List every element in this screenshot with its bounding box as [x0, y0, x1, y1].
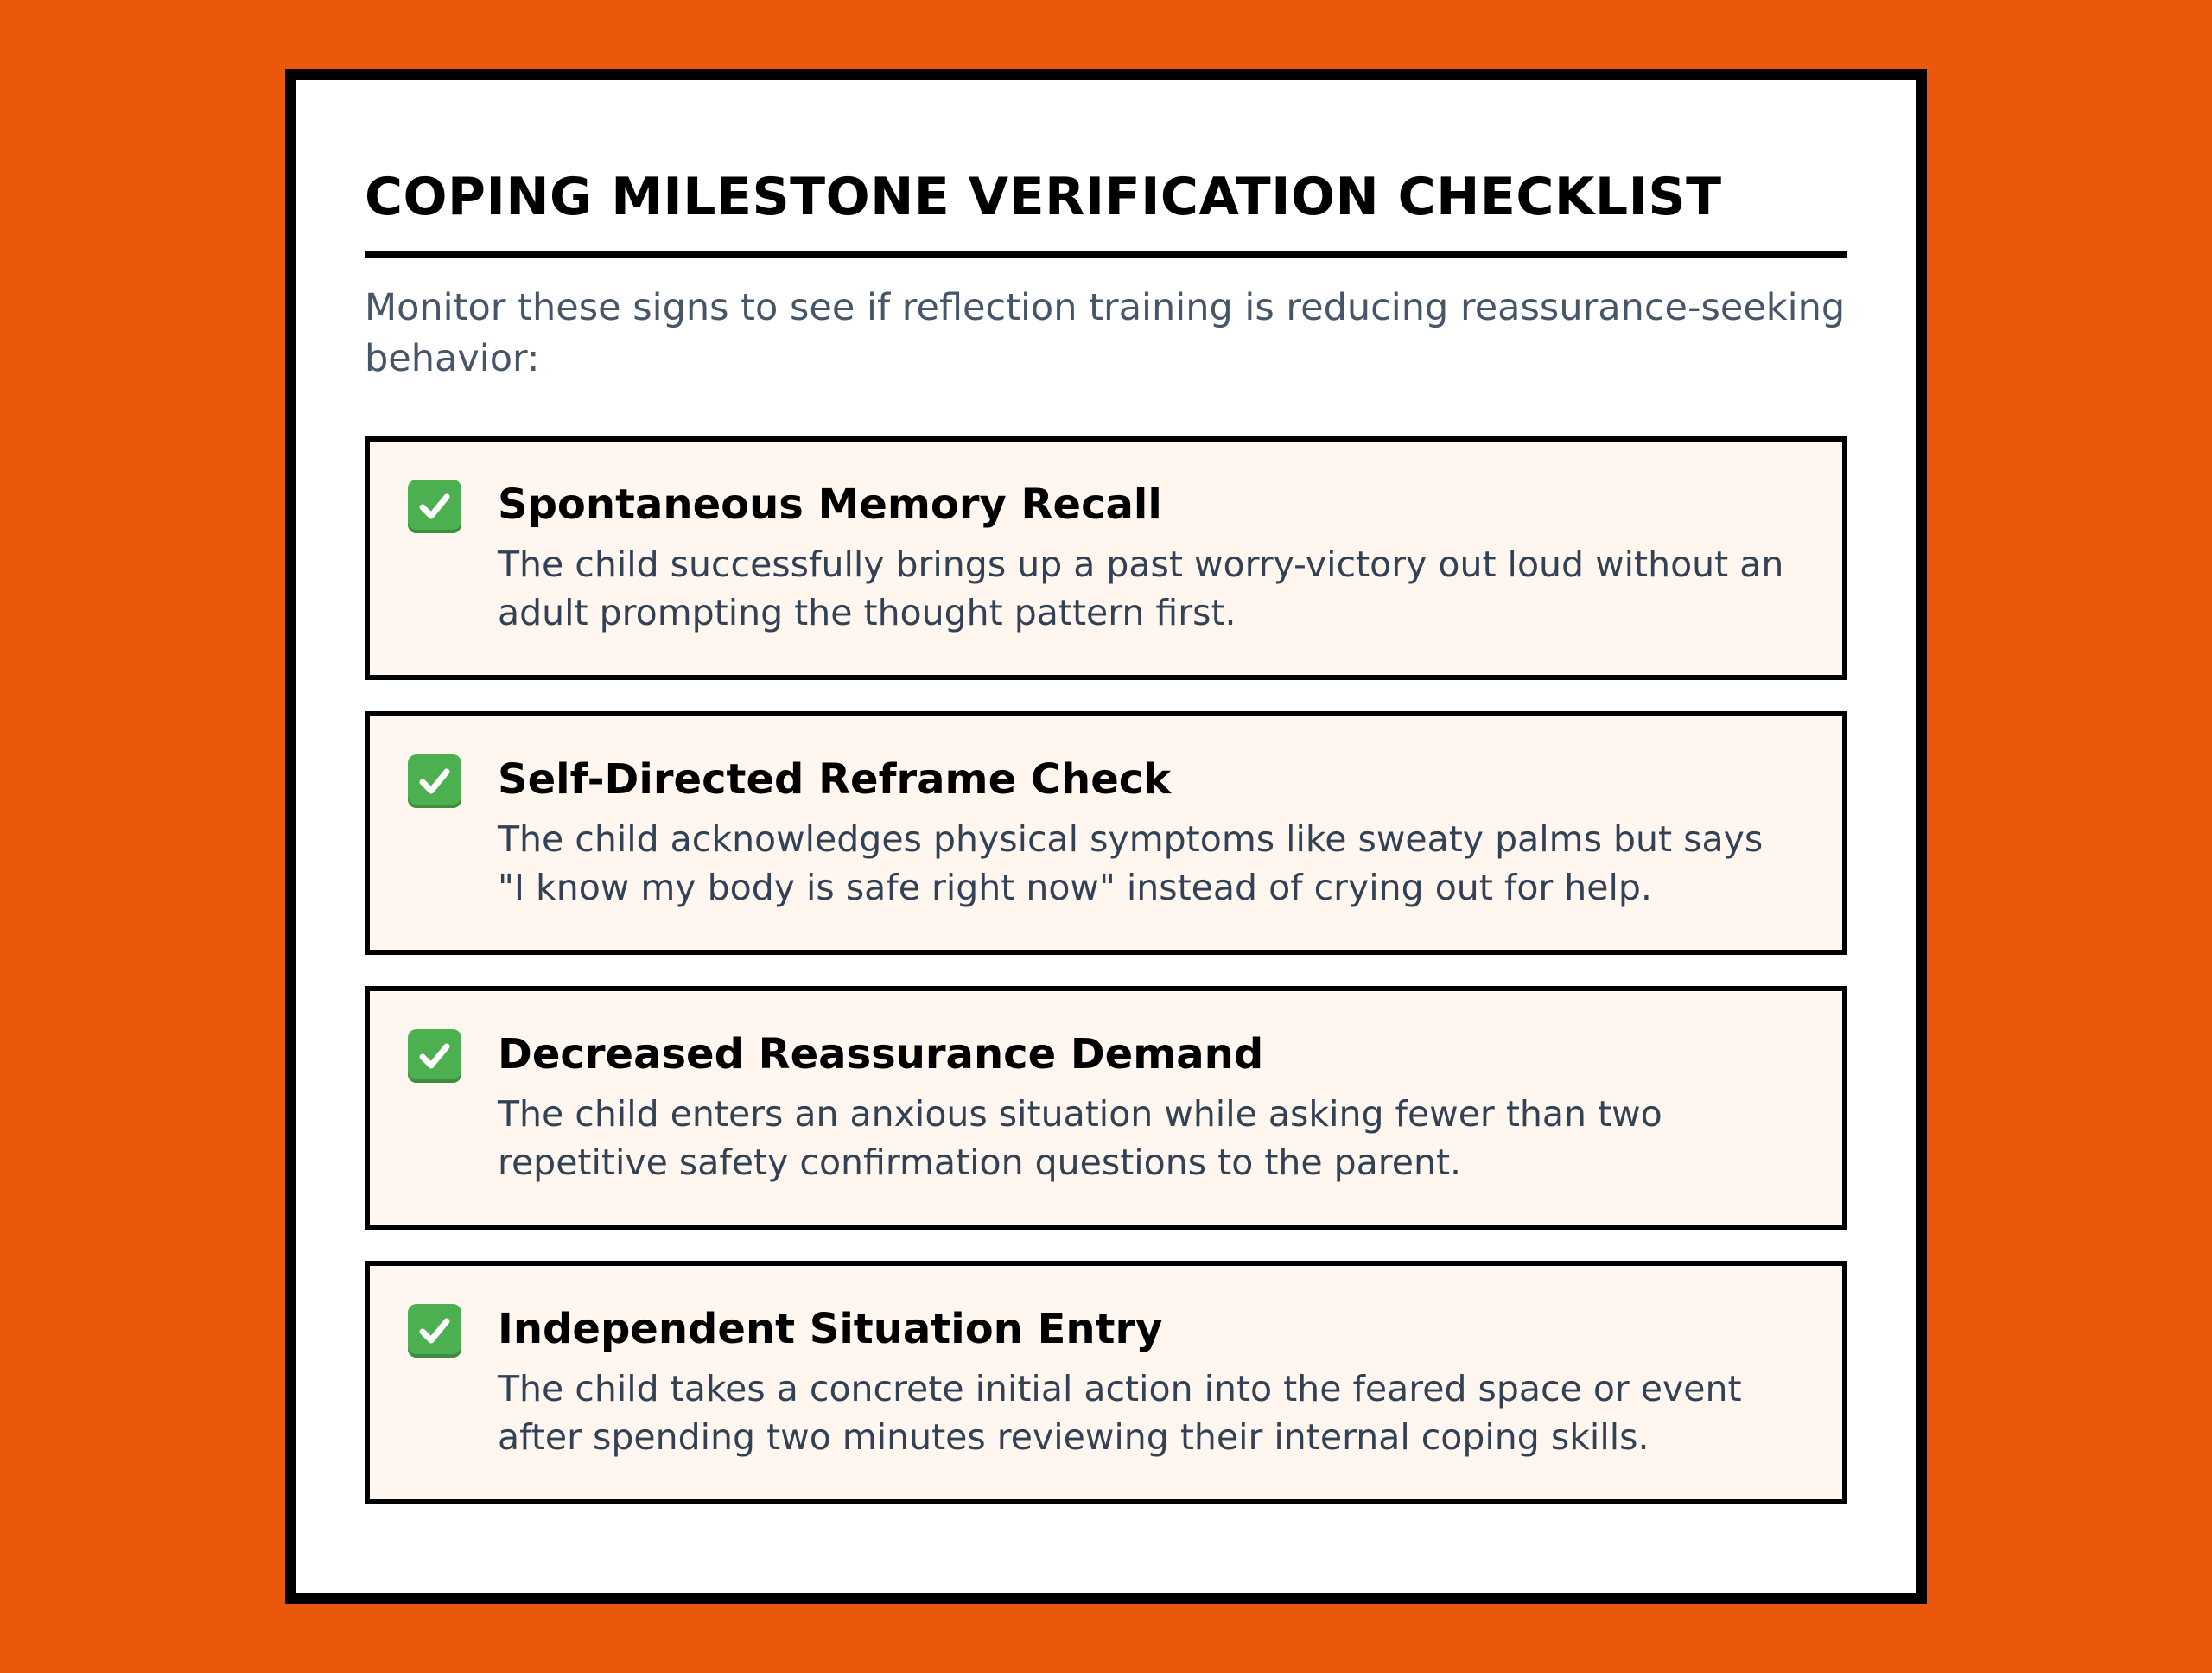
title-divider	[365, 251, 1847, 258]
check-mark-icon	[408, 1029, 461, 1083]
check-mark-icon	[408, 1304, 461, 1358]
checklist-item	[365, 711, 1847, 955]
item-description: The child enters an anxious situation while asking fewer than two repetitive safety confirmation questions to the parent.	[498, 1093, 1662, 1183]
item-title: Self-Directed Reframe Check	[498, 755, 1172, 804]
item-description: The child takes a concrete initial action into the feared space or event after spending two minutes reviewing their internal coping skills.	[498, 1368, 1742, 1458]
intro-text: Monitor these signs to see if reflection training is reducing reassurance-seeking behavior:	[365, 286, 1846, 380]
checklist-card	[285, 69, 1927, 1604]
checklist-items	[365, 436, 1847, 1504]
item-title: Decreased Reassurance Demand	[498, 1030, 1264, 1078]
item-title: Independent Situation Entry	[498, 1305, 1163, 1353]
check-mark-icon	[408, 480, 461, 533]
item-title: Spontaneous Memory Recall	[498, 480, 1162, 529]
item-description: The child acknowledges physical symptoms like sweaty palms but says "I know my body is safe right now" instead of crying out for help.	[498, 818, 1764, 908]
page-title: COPING MILESTONE VERIFICATION CHECKLIST	[365, 167, 1722, 227]
checklist-item	[365, 1261, 1847, 1504]
checklist-item	[365, 436, 1847, 680]
check-mark-icon	[408, 754, 461, 808]
item-description: The child successfully brings up a past worry-victory out loud without an adult prompting the thought pattern first.	[498, 544, 1784, 633]
checklist-item	[365, 986, 1847, 1230]
